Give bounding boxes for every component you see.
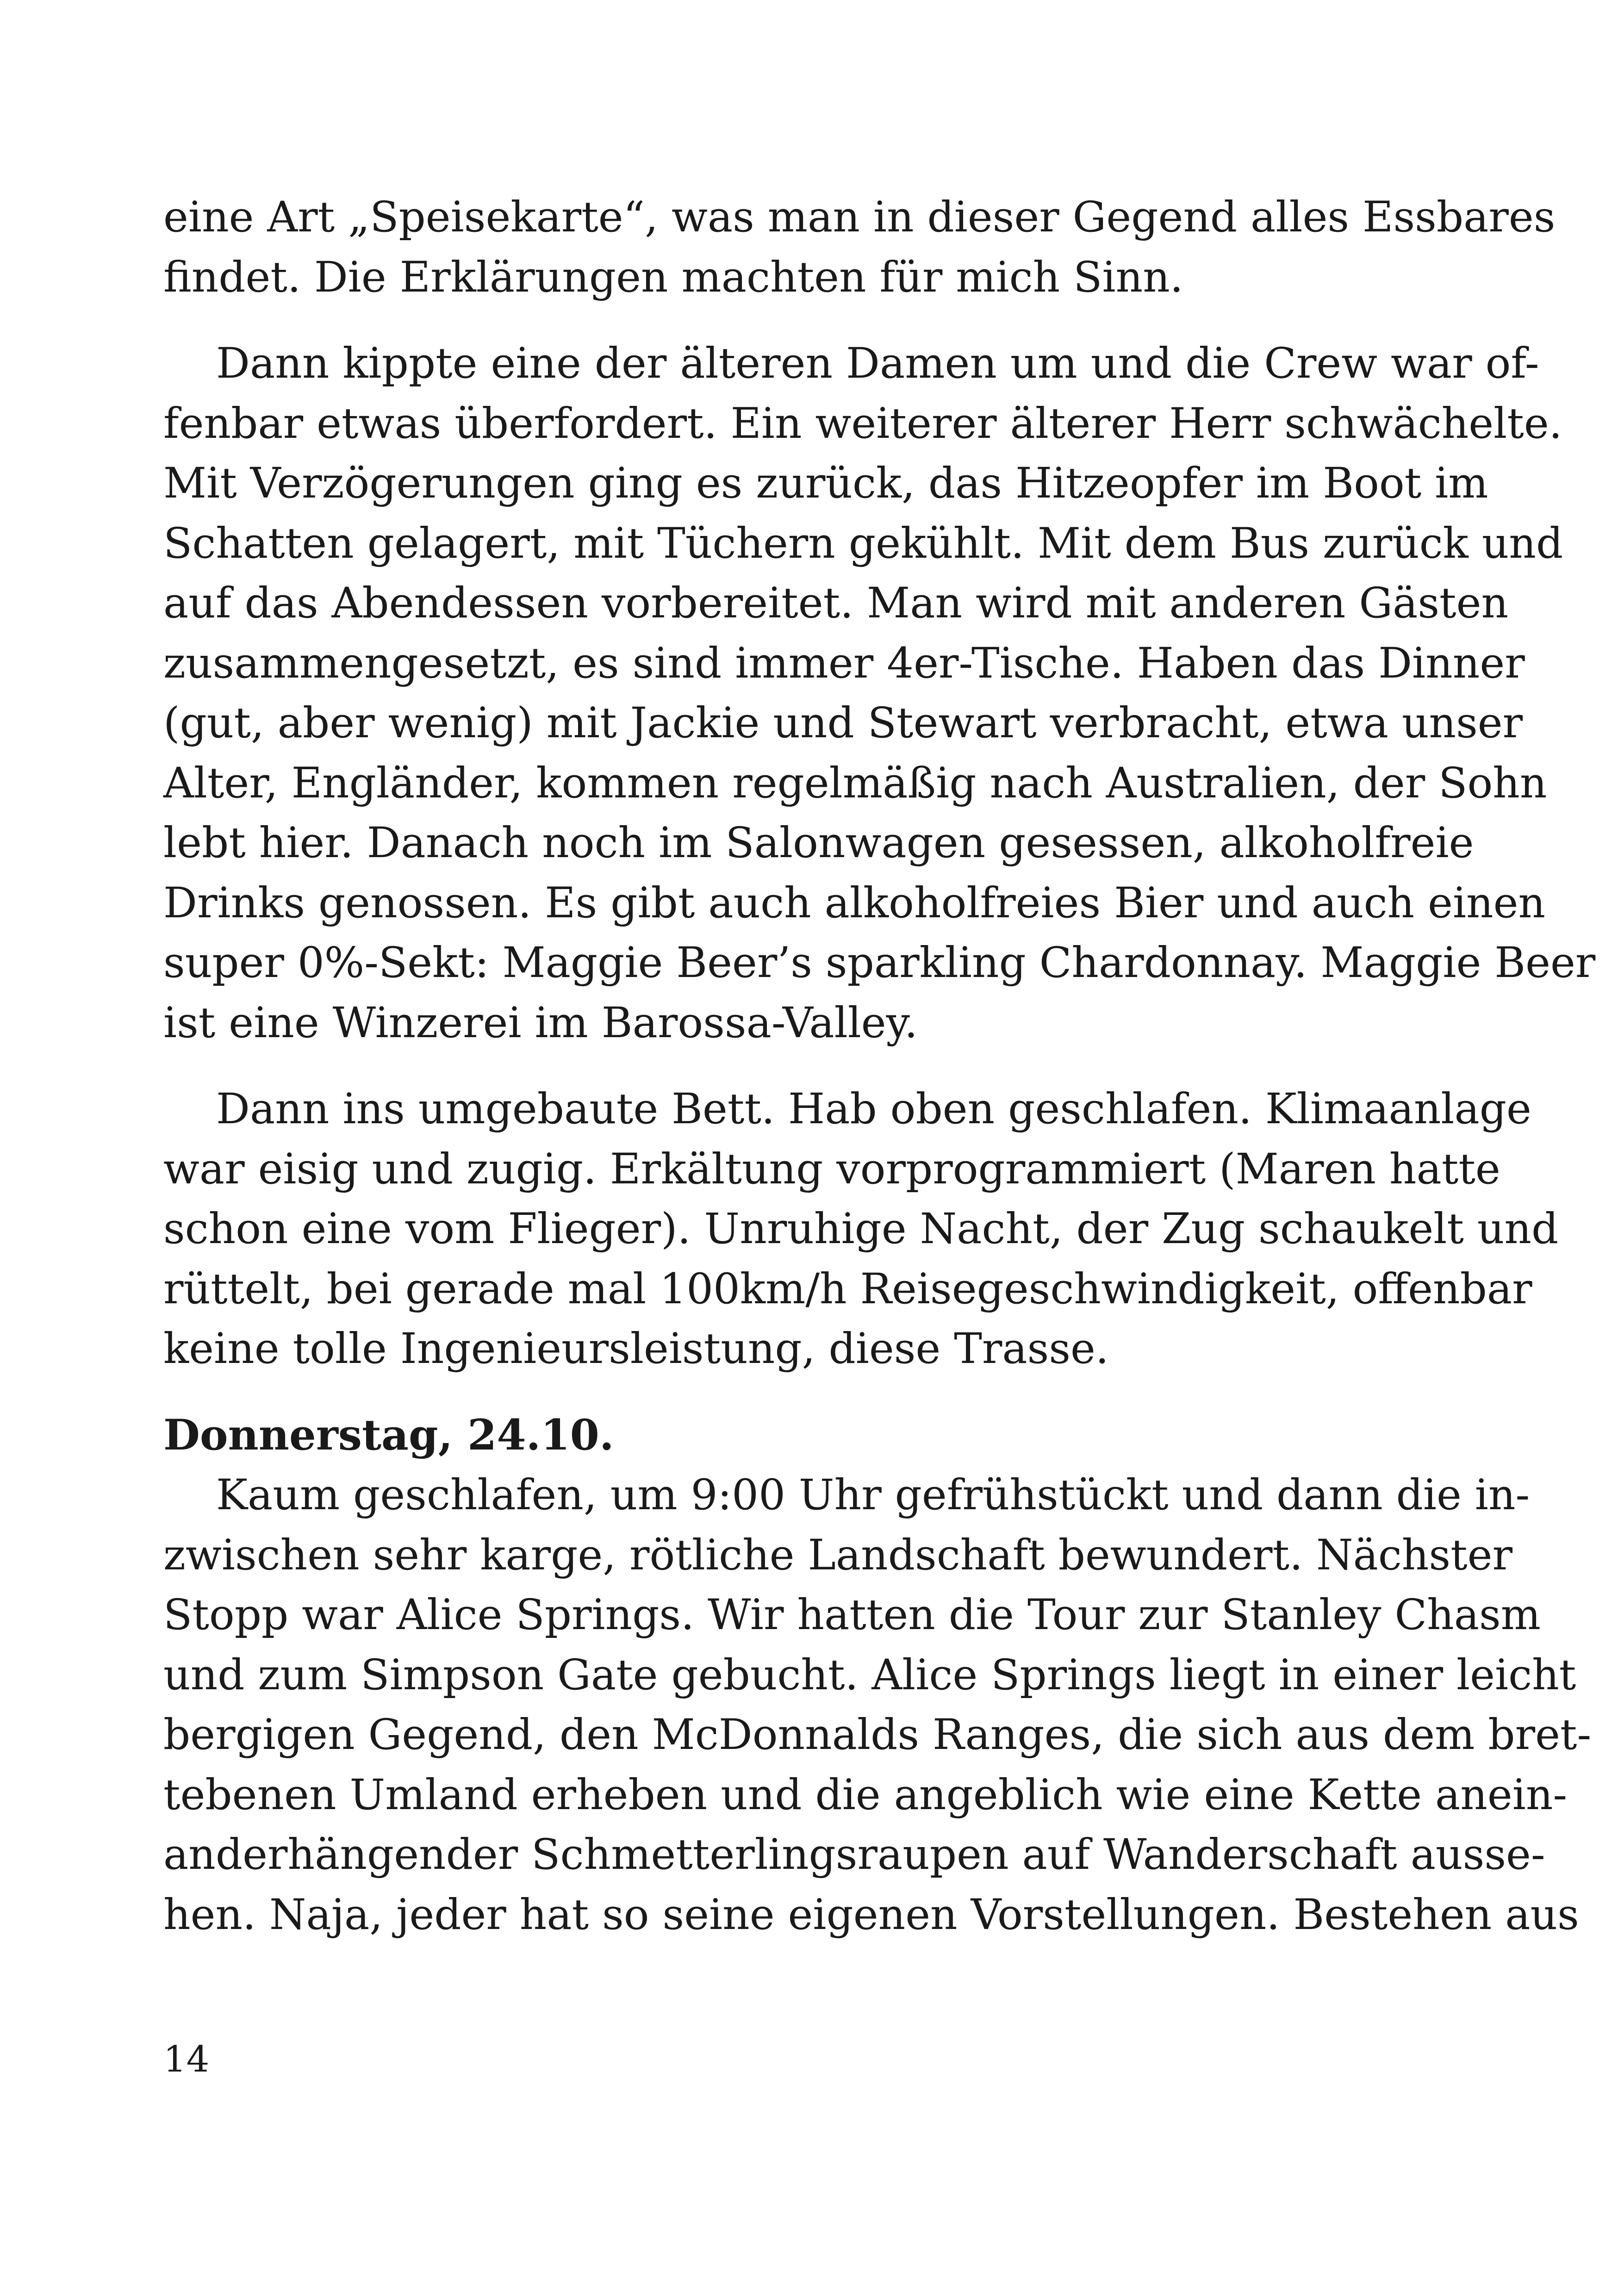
text-line: fenbar etwas überfordert. Ein weiterer älterer Herr schwächelte. bbox=[163, 399, 1562, 448]
text-line: schon eine vom Flieger). Unruhige Nacht, der Zug schaukelt und bbox=[163, 1205, 1559, 1253]
text-line: (gut, aber wenig) mit Jackie und Stewart verbracht, etwa unser bbox=[163, 699, 1523, 747]
text-line: zusammengesetzt, es sind immer 4er-Tische. Haben das Dinner bbox=[163, 639, 1525, 688]
text-line: bergigen Gegend, den McDonnalds Ranges, die sich aus dem bret- bbox=[163, 1711, 1592, 1759]
paragraph-2 bbox=[163, 334, 1596, 1053]
text-line: keine tolle Ingenieursleistung, diese Trasse. bbox=[163, 1325, 1109, 1373]
text-line: tebenen Umland erheben und die angeblich wie eine Kette anein- bbox=[163, 1770, 1568, 1819]
text-line: eine Art „Speisekarte“, was man in dieser Gegend alles Essbares bbox=[163, 193, 1556, 242]
date-heading: Donnerstag, 24.10. bbox=[163, 1410, 614, 1460]
text-line: Stopp war Alice Springs. Wir hatten die Tour zur Stanley Chasm bbox=[163, 1591, 1541, 1639]
text-line: super 0%-Sekt: Maggie Beer’s sparkling Chardonnay. Maggie Beer bbox=[163, 939, 1596, 987]
paragraph-1 bbox=[163, 187, 1556, 307]
text-line: auf das Abendessen vorbereitet. Man wird mit anderen Gästen bbox=[163, 579, 1509, 628]
text-line: und zum Simpson Gate gebucht. Alice Springs liegt in einer leicht bbox=[163, 1650, 1576, 1699]
text-line: anderhängender Schmetterlingsraupen auf Wanderschaft ausse- bbox=[163, 1830, 1545, 1879]
paragraph-spacer bbox=[163, 307, 1441, 334]
text-line: hen. Naja, jeder hat so seine eigenen Vorstellungen. Bestehen aus bbox=[163, 1890, 1579, 1939]
text-line: war eisig und zugig. Erkältung vorprogrammiert (Maren hatte bbox=[163, 1145, 1500, 1194]
paragraph-4 bbox=[163, 1465, 1592, 1945]
paragraph-3 bbox=[163, 1079, 1559, 1379]
text-line: Alter, Engländer, kommen regelmäßig nach Australien, der Sohn bbox=[163, 759, 1547, 808]
text-line: Kaum geschlafen, um 9:00 Uhr gefrühstückt und dann die in- bbox=[216, 1471, 1530, 1519]
text-line: Mit Verzögerungen ging es zurück, das Hitzeopfer im Boot im bbox=[163, 459, 1488, 508]
text-line: lebt hier. Danach noch im Salonwagen gesessen, alkoholfreie bbox=[163, 819, 1474, 867]
text-line: Drinks genossen. Es gibt auch alkoholfreies Bier und auch einen bbox=[163, 878, 1546, 927]
text-line: zwischen sehr karge, rötliche Landschaft bewundert. Nächster bbox=[163, 1531, 1513, 1580]
text-line: Dann ins umgebaute Bett. Hab oben geschlafen. Klimaanlage bbox=[216, 1085, 1531, 1133]
paragraph-spacer bbox=[163, 1379, 1441, 1406]
text-line: findet. Die Erklärungen machten für mich Sinn. bbox=[163, 253, 1183, 302]
text-line: Dann kippte eine der älteren Damen um und die Crew war of- bbox=[216, 339, 1539, 388]
body-text bbox=[163, 187, 1596, 1945]
text-line: rüttelt, bei gerade mal 100km/h Reisegeschwindigkeit, offenbar bbox=[163, 1264, 1532, 1313]
paragraph-spacer bbox=[163, 1053, 1441, 1079]
page-number: 14 bbox=[163, 2039, 210, 2080]
text-line: ist eine Winzerei im Barossa-Valley. bbox=[163, 998, 918, 1047]
text-line: Schatten gelagert, mit Tüchern gekühlt. Mit dem Bus zurück und bbox=[163, 519, 1563, 568]
